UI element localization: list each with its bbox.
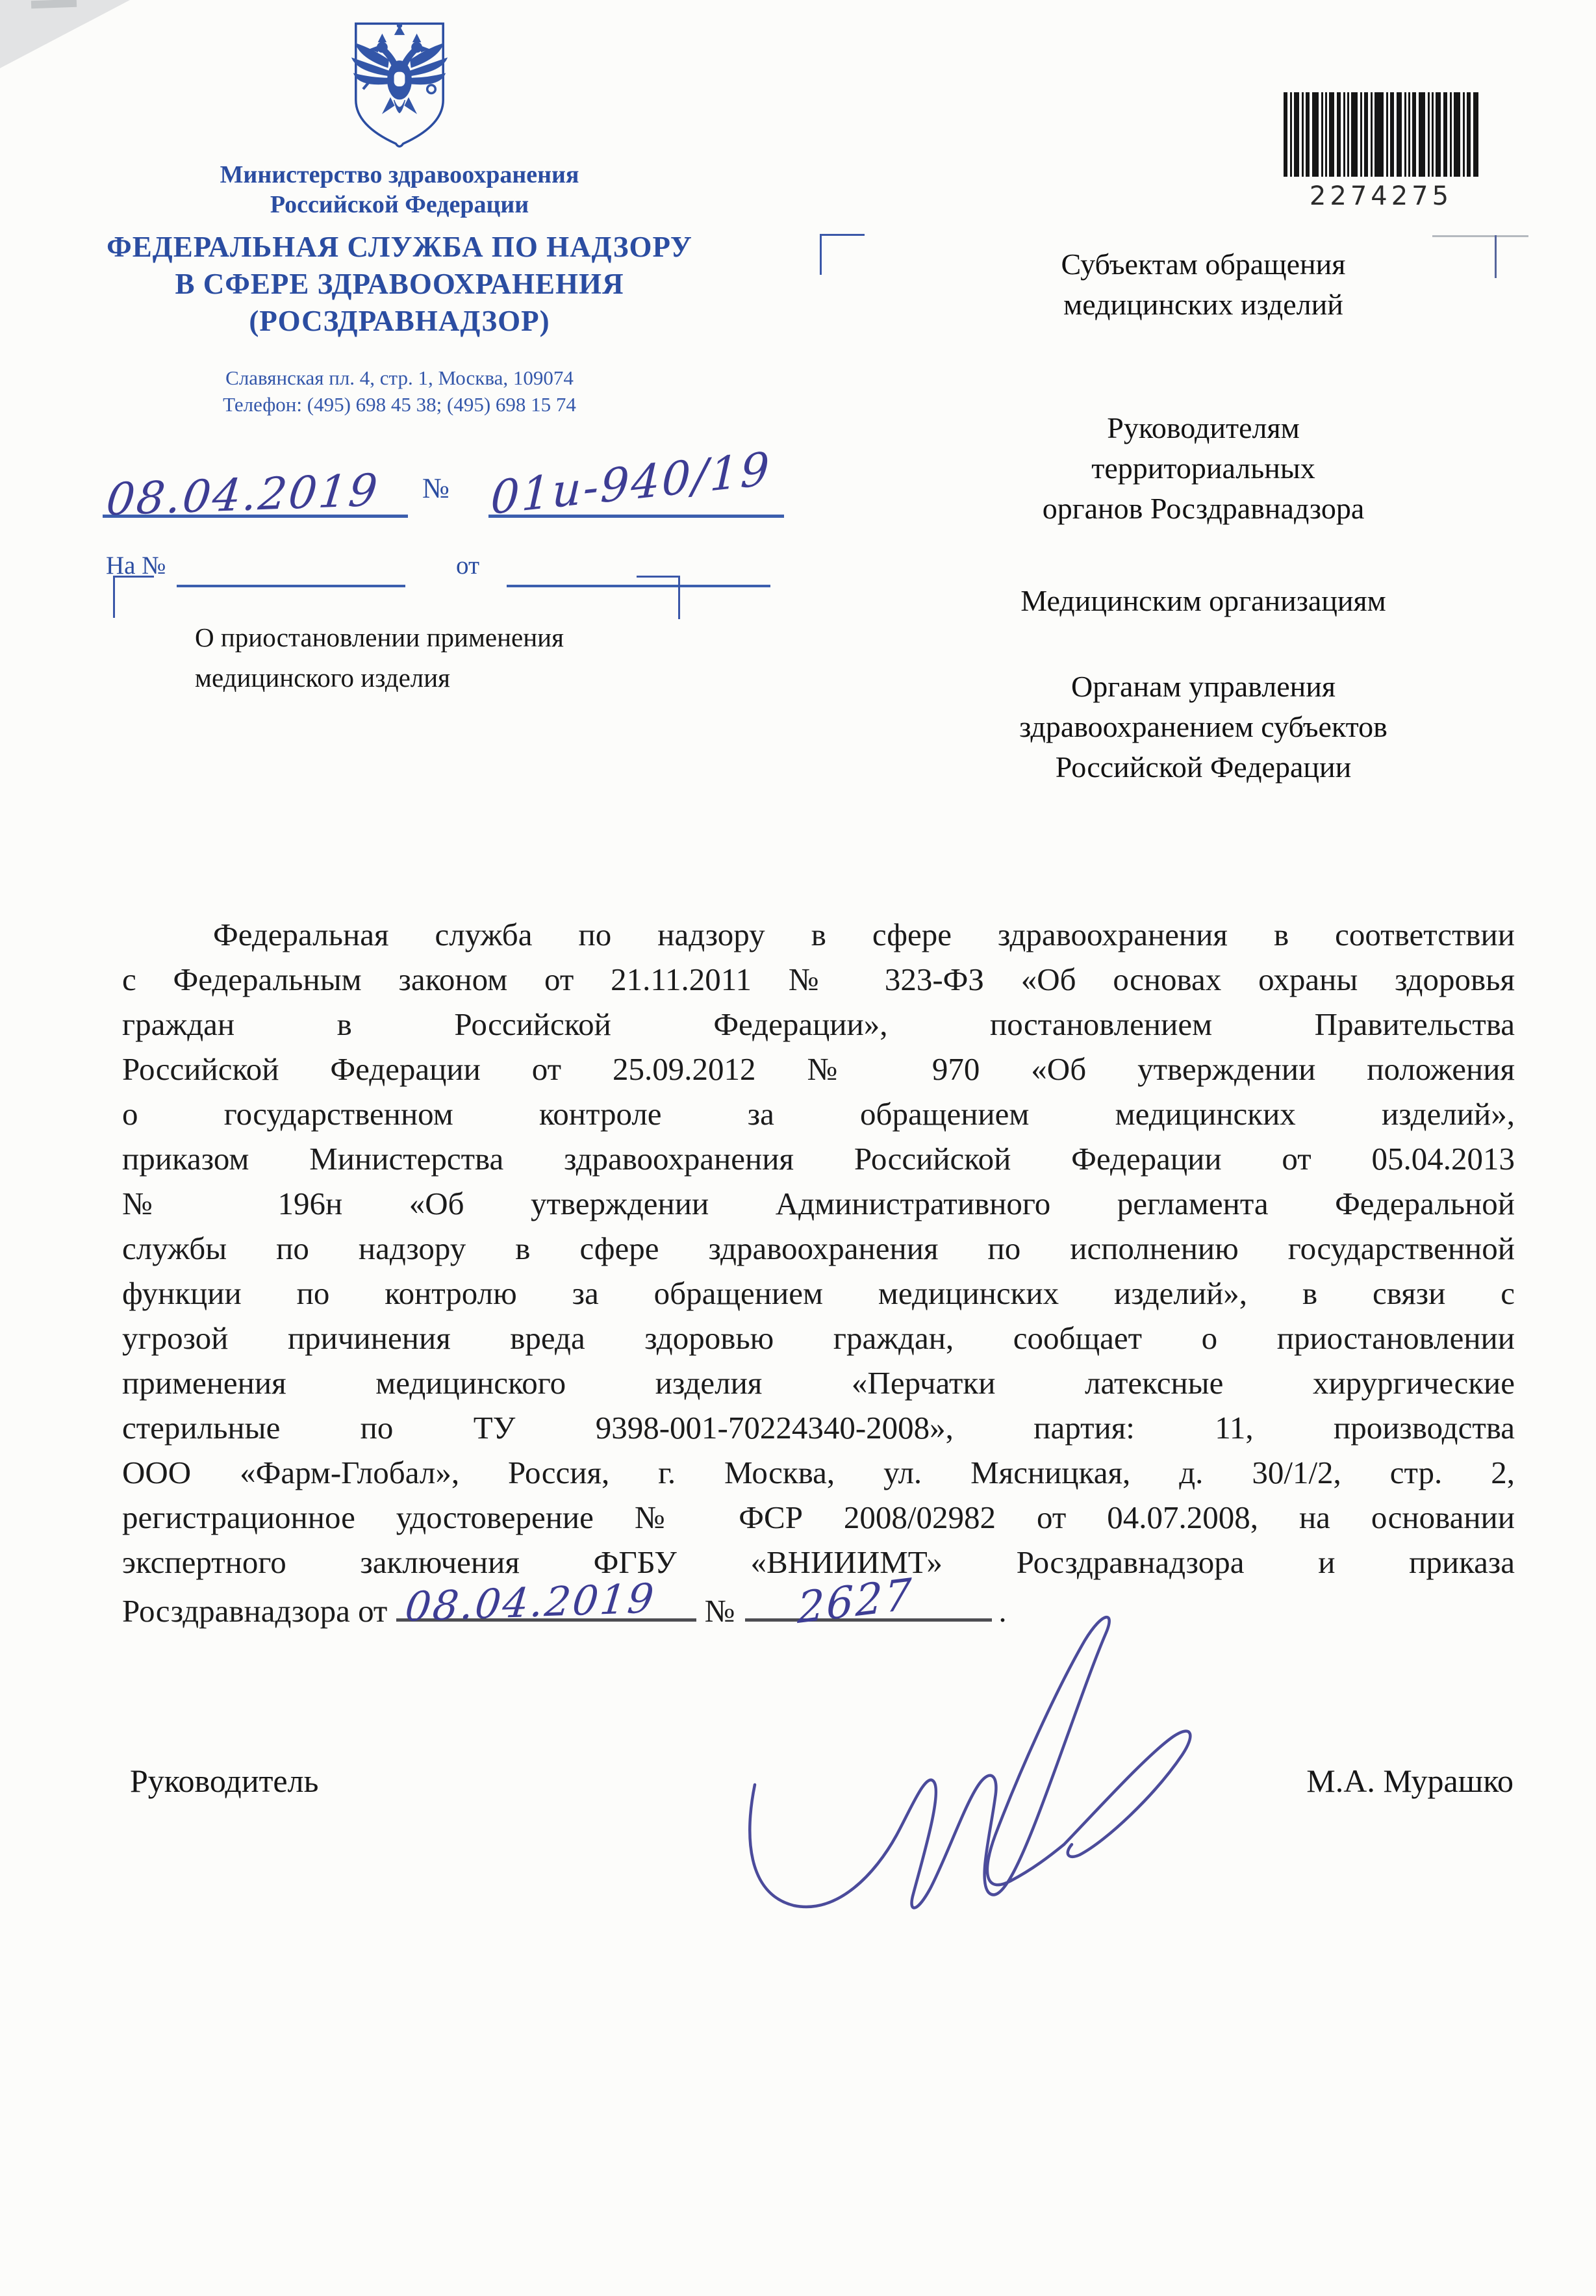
body-paragraph [122, 912, 1515, 1633]
signature-autograph [682, 1556, 1202, 2011]
addressee-line: Руководителям [1107, 411, 1300, 444]
addressee-group-1 [909, 244, 1497, 325]
order-number-sign: № [704, 1593, 735, 1629]
addressee-line: медицинских изделий [1063, 288, 1343, 321]
order-prefix: Росздравнадзора от [122, 1593, 388, 1629]
outgoing-number-handwritten: 01и-940/19 [490, 441, 772, 525]
subject-corner-mark-right [637, 576, 680, 619]
order-date-field [396, 1574, 696, 1631]
body-line: Федеральная служба по надзору в сфере здравоохранения в соответствии [213, 917, 1515, 952]
coat-of-arms-icon [345, 19, 454, 153]
order-date-handwritten: 08.04.2019 [403, 1574, 659, 1631]
letterhead-address: Славянская пл. 4, стр. 1, Москва, 109074 [225, 366, 574, 389]
body-line: ООО «Фарм-Глобал», Россия, г. Москва, ул. Мясницкая, д. 30/1/2, стр. 2, [122, 1455, 1515, 1490]
body-line: службы по надзору в сфере здравоохранения по исполнению государственной [122, 1231, 1515, 1266]
body-line: функции по контролю за обращением медицинских изделий», в связи с [122, 1275, 1515, 1311]
body-line: угрозой причинения вреда здоровью граждан, сообщает о приостановлении [122, 1320, 1515, 1356]
body-line: о государственном контроле за обращением медицинских изделий», [122, 1096, 1515, 1132]
service-name-line2: В СФЕРЕ ЗДРАВООХРАНЕНИЯ [175, 268, 624, 300]
body-line: № 196н «Об утверждении Административного регламента Федеральной [122, 1186, 1515, 1221]
incoming-from-label: от [456, 552, 480, 580]
addressee-group-4 [909, 667, 1497, 787]
subject-block [195, 617, 689, 698]
body-line: граждан в Российской Федерации», постановлением Правительства [122, 1006, 1515, 1042]
body-line: стерильные по ТУ 9398-001-70224340-2008», партия: 11, производства [122, 1410, 1515, 1446]
subject-line-2: медицинского изделия [195, 663, 451, 693]
incoming-ref-label: На № [106, 552, 166, 580]
letterhead [94, 19, 705, 418]
addressee-block [909, 244, 1497, 787]
body-line: экспертного заключения ФГБУ «ВНИИИМТ» Росздравнадзора и приказа [122, 1544, 1515, 1580]
subject-corner-mark-left [113, 576, 154, 618]
addressee-line: Российской Федерации [1055, 750, 1352, 784]
signatory-name: М.А. Мурашко [1306, 1763, 1514, 1799]
addressee-line: Органам управления [1070, 670, 1336, 703]
addressee-line: Субъектам обращения [1061, 248, 1346, 281]
body-line: регистрационное удостоверение № ФСР 2008/02982 от 04.07.2008, на основании [122, 1499, 1515, 1535]
addressee-group-2 [909, 408, 1497, 529]
signatory-title: Руководитель [130, 1763, 319, 1799]
barcode-number: 2274275 [1309, 181, 1453, 211]
ministry-name-line1: Министерство здравоохранения [220, 161, 579, 188]
sentence-period: . [998, 1593, 1007, 1629]
body-line: с Федеральным законом от 21.11.2011 № 323-ФЗ «Об основах охраны здоровья [122, 962, 1515, 997]
service-name-line3: (РОСЗДРАВНАДЗОР) [249, 305, 550, 337]
ministry-name-line2: Российской Федерации [270, 191, 529, 218]
barcode-icon [1284, 92, 1478, 177]
outgoing-date-field [103, 453, 408, 526]
order-number-handwritten: 2627 [797, 1568, 915, 1634]
addressee-group-3 [909, 581, 1497, 621]
number-sign: № [422, 472, 450, 504]
addressee-line: здравоохранением субъектов [1019, 710, 1387, 743]
incoming-number-blank [177, 550, 405, 587]
outgoing-date-handwritten: 08.04.2019 [103, 465, 382, 526]
addressee-line: территориальных [1091, 452, 1315, 485]
body-line: приказом Министерства здравоохранения Российской Федерации от 05.04.2013 [122, 1141, 1515, 1177]
addressee-line: Медицинским организациям [1020, 584, 1386, 617]
body-line: применения медицинского изделия «Перчатки латексные хирургические [122, 1365, 1515, 1401]
addressee-corner-mark-right-horizontal [1432, 235, 1528, 237]
subject-line-1: О приостановлении применения [195, 622, 564, 652]
body-line: Российской Федерации от 25.09.2012 № 970 «Об утверждении положения [122, 1051, 1515, 1087]
outgoing-number-field [488, 441, 784, 525]
addressee-corner-mark-left [820, 234, 865, 275]
letterhead-phone: Телефон: (495) 698 45 38; (495) 698 15 74 [223, 393, 576, 416]
addressee-line: органов Росздравнадзора [1042, 492, 1365, 525]
registration-barcode [1284, 92, 1478, 211]
service-name-line1: ФЕДЕРАЛЬНАЯ СЛУЖБА ПО НАДЗОРУ [107, 231, 692, 263]
